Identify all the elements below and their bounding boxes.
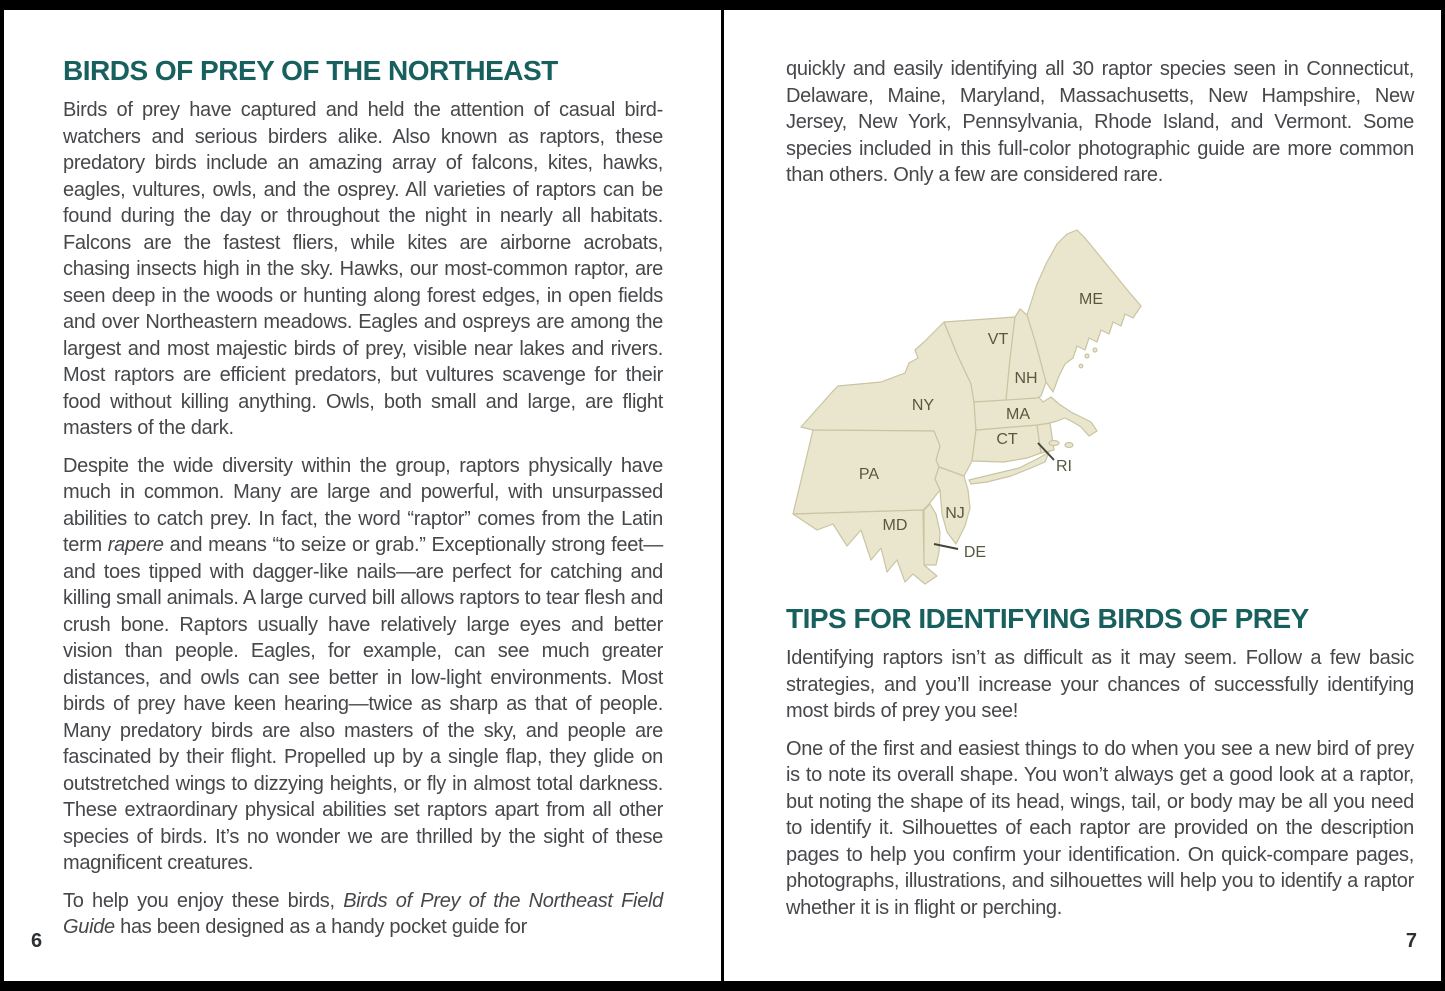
tips-paragraph-1: Identifying raptors isn’t as difficult as it may seem. Follow a few basic strategies, and you’ll increase your chances of successfully identifying most birds of prey you see! xyxy=(786,647,1414,722)
state-label-de: DE xyxy=(963,544,987,561)
section-heading-tips: TIPS FOR IDENTIFYING BIRDS OF PREY xyxy=(786,603,1309,634)
page-left xyxy=(4,10,721,981)
left-text-column xyxy=(63,54,663,952)
northeast-states-map xyxy=(789,224,1199,596)
state-shapes xyxy=(793,230,1141,584)
island-marthas-vineyard xyxy=(1049,441,1059,446)
state-label-ri: RI xyxy=(1056,458,1072,475)
page-number-right: 7 xyxy=(1405,930,1417,952)
state-label-ct: CT xyxy=(996,431,1018,448)
intro-text-column xyxy=(786,56,1414,200)
state-label-pa: PA xyxy=(858,466,880,483)
island-maine-coast-3 xyxy=(1079,364,1083,368)
state-label-nh: NH xyxy=(1014,370,1038,387)
page-right xyxy=(724,10,1441,981)
body-paragraph-3: To help you enjoy these birds, Birds of Prey of the Northeast Field Guide has been designed as a handy pocket guide for xyxy=(63,889,663,938)
state-label-me: ME xyxy=(1079,291,1103,308)
island-nantucket xyxy=(1065,443,1073,448)
body-paragraph-1: Birds of prey have captured and held the attention of casual bird-watchers and serious birders alike. Also known as raptors, these predatory birds include an amazing array of falcons, kites, hawks, eagles, vultures, owls, and the osprey. All varieties of raptors can be found during the day or throughout the night in nearly all habitats. Falcons are the fastest fliers, while kites are airborne acrobats, chasing insects high in the sky. Hawks, our most-common raptor, are seen deep in the woods or hunting along forest edges, in open fields and over Northeastern meadows. Eagles and ospreys are among the largest and most majestic birds of prey, visible near lakes and rivers. Most raptors are efficient predators, but vultures scavenge for their food without killing anything. Owls, both small and large, are flight masters of the dark. xyxy=(63,99,663,439)
state-label-nj: NJ xyxy=(945,505,965,522)
state-shape-me xyxy=(1027,230,1141,392)
state-label-ny: NY xyxy=(911,397,935,414)
page-number-left: 6 xyxy=(31,930,43,952)
tips-paragraph-2: One of the first and easiest things to do when you see a new bird of prey is to note its overall shape. You won’t always get a good look at a raptor, but noting the shape of its head, wings, tail, or body may be all you need to identify it. Silhouettes of each raptor are provided on the description pages to help you confirm your identification. On quick-compare pages, photographs, illustrations, and silhouettes will help you to identify a raptor whether it is in flight or perching. xyxy=(786,737,1414,919)
northeast-map-svg xyxy=(789,224,1199,596)
body-paragraph-2: Despite the wide diversity within the group, raptors physically have much in common. Many are large and powerful, with unsurpassed abilities to catch prey. In fact, the word “raptor” comes from the Latin term rapere and means “to seize or grab.” Exceptionally strong feet—and toes tipped with dagger-like nails—are perfect for catching and killing small animals. A large curved bill allows raptors to tear flesh and crush bone. Raptors usually have relatively large eyes and better vision than people. Eagles, for example, can see much greater distances, and owls can see better in low-light environments. Most birds of prey have keen hearing—twice as sharp as that of people. Many predatory birds are also masters of the sky, and people are fascinated by their flight. Propelled up by a single flap, they glide on outstretched wings to dizzying heights, or fly in almost total darkness. These extraordinary physical abilities set raptors apart from all other species of birds. It’s no wonder we are thrilled by the sight of these magnificent creatures. xyxy=(63,454,664,874)
state-label-ma: MA xyxy=(1006,406,1030,423)
section-heading-birds-of-prey: BIRDS OF PREY OF THE NORTHEAST xyxy=(63,55,558,86)
state-shape-de xyxy=(924,504,940,565)
island-maine-coast-1 xyxy=(1085,354,1089,358)
tips-text-column xyxy=(786,602,1414,932)
state-label-md: MD xyxy=(882,517,908,534)
island-maine-coast-2 xyxy=(1093,348,1097,352)
state-label-vt: VT xyxy=(987,331,1009,348)
intro-paragraph: quickly and easily identifying all 30 raptor species seen in Connecticut, Delaware, Maine, Maryland, Massachusetts, New Hampshire, New Jersey, New York, Pennsylvania, Rhode Island, and Vermont. Some species included in this full-color photographic guide are more common than others. Only a few are considered rare. xyxy=(786,58,1414,186)
state-shape-md xyxy=(793,510,937,584)
